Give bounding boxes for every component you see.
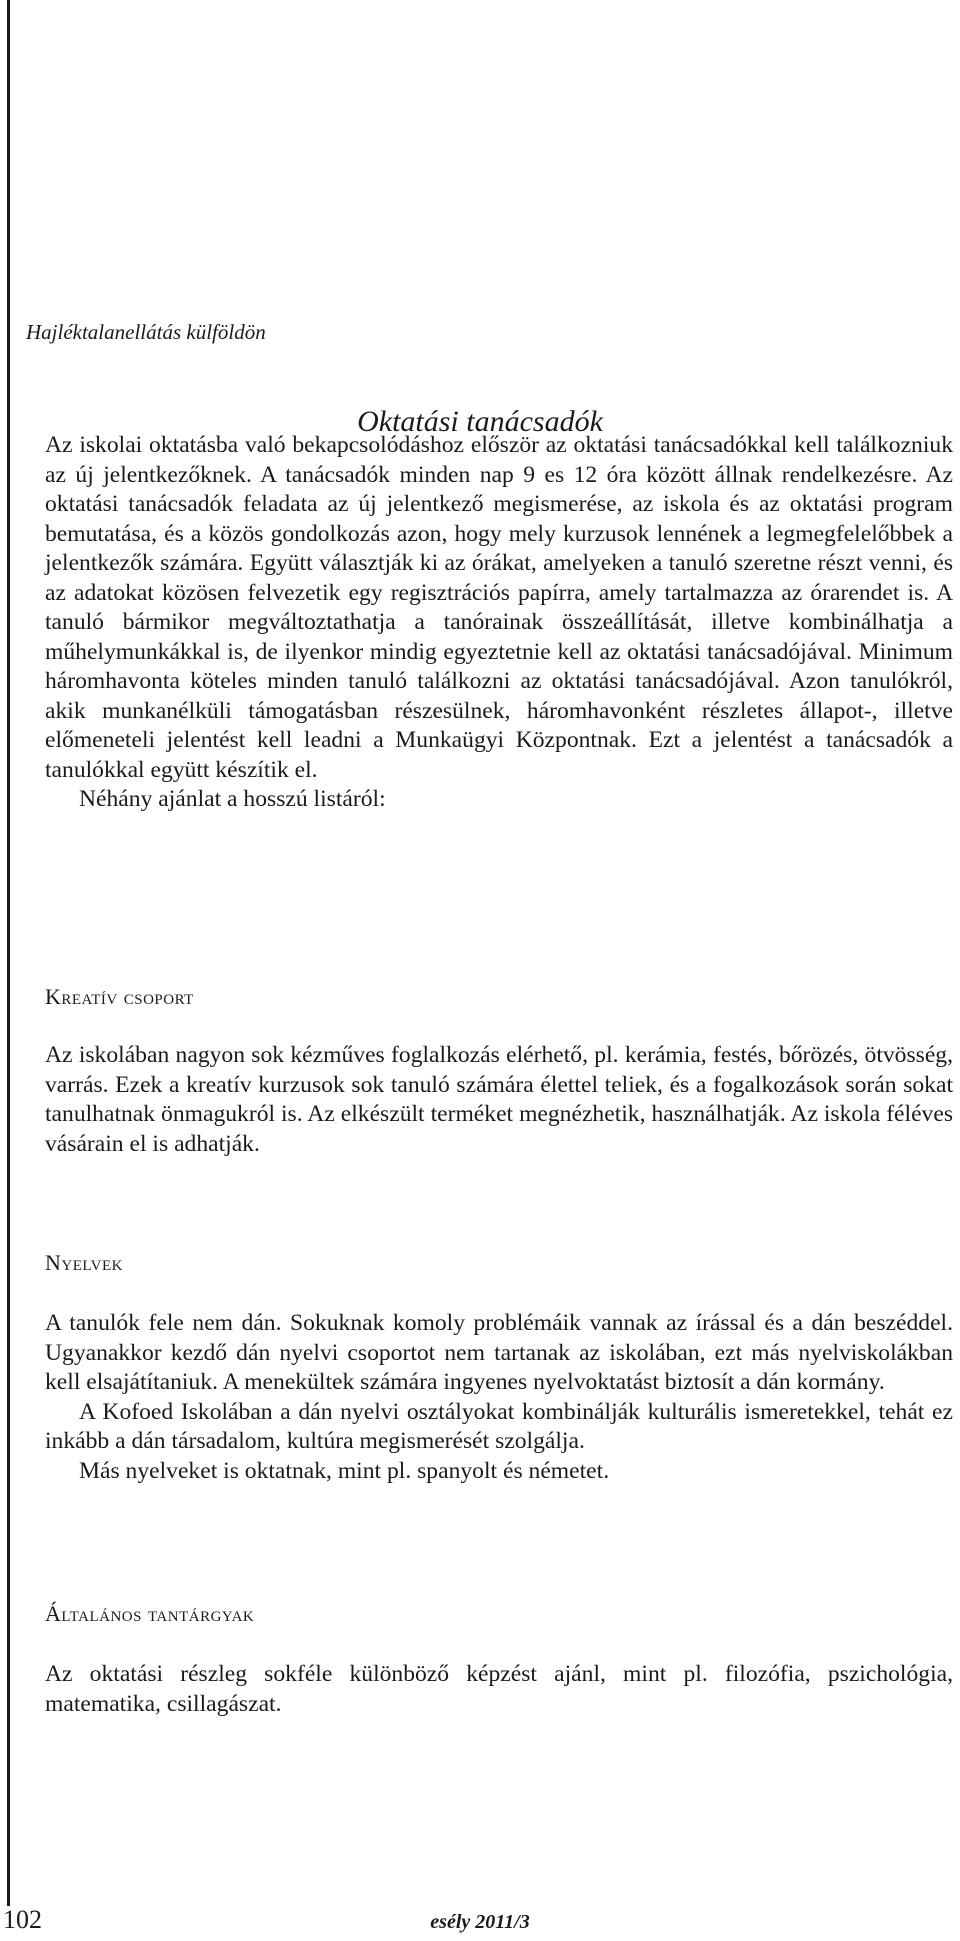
- paragraph: A Kofoed Iskolában a dán nyelvi osztályokat kombinálják kulturális ismeretekkel, tehát ez inkább a dán társadalom, kultúra megismerését szolgálja.: [45, 1398, 953, 1454]
- subheading-kreativ: Kreatív csoport: [45, 984, 194, 1009]
- left-margin-rule: [7, 0, 10, 1906]
- kreativ-text-block: [45, 1041, 953, 1159]
- nyelvek-text-block: [45, 1309, 953, 1486]
- paragraph: Néhány ajánlat a hosszú listáról:: [79, 786, 386, 812]
- section-title: Oktatási tanácsadók: [357, 405, 603, 439]
- paragraph: A tanulók fele nem dán. Sokuknak komoly problémáik vannak az írással és a dán beszéddel. Ugyanakkor kezdő dán nyelvi csoportot nem tartanak az iskolában, ezt más nyelviskolákban kell elsajátítaniuk. A menekültek számára ingyenes nyelvoktatást biztosít a dán kormány.: [45, 1310, 953, 1395]
- page-number: 102: [3, 1905, 42, 1934]
- subheading-altalanos: Általános tantárgyak: [45, 1601, 255, 1626]
- altalanos-text-block: [45, 1660, 953, 1719]
- paragraph: Más nyelveket is oktatnak, mint pl. spanyolt és németet.: [79, 1457, 610, 1484]
- paragraph: Az iskolában nagyon sok kézműves foglalkozás elérhető, pl. kerámia, festés, bőrözés, ötvösség, varrás. Ezek a kreatív kurzusok sok tanuló számára élettel teliek, és a fogalkozások során sokat tanulhatnak önmagukról is. Az elkészült terméket megnézhetik, használhatják. Az iskola féléves vásárain el is adhatják.: [45, 1042, 953, 1157]
- running-head: Hajléktalanellátás külföldön: [26, 320, 266, 344]
- paragraph: Az oktatási részleg sokféle különböző képzést ajánl, mint pl. filozófia, pszichológia, matematika, csillagászat.: [45, 1661, 953, 1717]
- journal-footer: esély 2011/3: [430, 1911, 530, 1933]
- intro-text-block: [45, 431, 953, 815]
- subheading-nyelvek: Nyelvek: [45, 1250, 123, 1275]
- paragraph: Az iskolai oktatásba való bekapcsolódáshoz először az oktatási tanácsadókkal kell találkozniuk az új jelentkezőknek. A tanácsadók minden nap 9 es 12 óra között állnak rendelkezésre. Az oktatási tanácsadók feladata az új jelentkező megismerése, az iskola és az oktatási program bemutatása, és a közös gondolkozás azon, hogy mely kurzusok lennének a legmegfelelőbbek a jelentkezők számára. Együtt választják ki az órákat, amelyeken a tanuló szeretne részt venni, és az adatokat közösen felvezetik egy regisztrációs papírra, amely tartalmazza az órarendet is. A tanuló bármikor megváltoztathatja a tanórainak összeállítását, illetve kombinálhatja a műhelymunkákkal is, de ilyenkor mindig egyeztetnie kell az oktatási tanácsadójával. Minimum háromhavonta köteles minden tanuló találkozni az oktatási tanácsadójával. Azon tanulókról, akik munkanélküli támogatásban részesülnek, háromhavonként részletes állapot-, illetve előmeneteli jelentést kell leadni a Munkaügyi Központnak. Ezt a jelentést a tanácsadók a tanulókkal együtt készítik el.: [45, 432, 953, 783]
